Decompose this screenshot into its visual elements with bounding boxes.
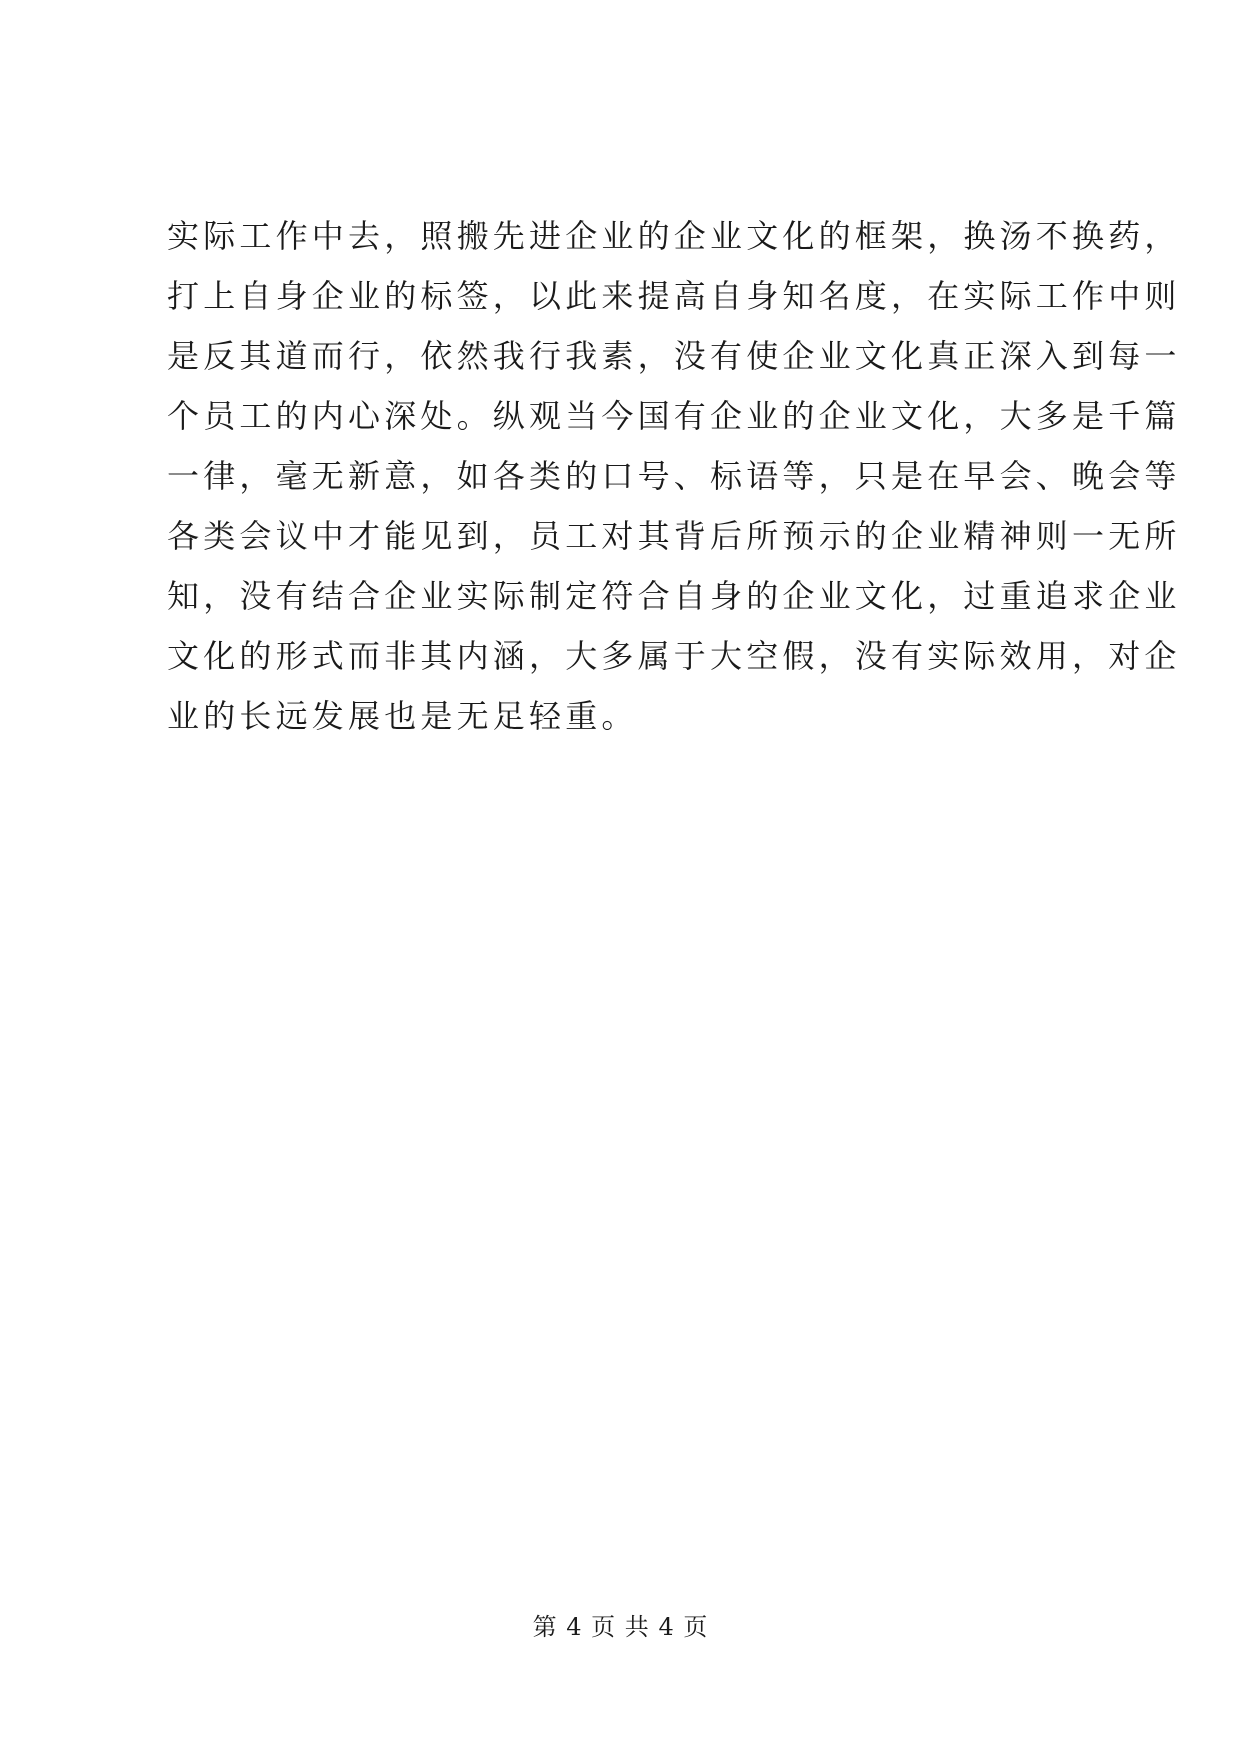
text-line: 一律，毫无新意，如各类的口号、标语等，只是在早会、晚会等 — [167, 457, 1181, 495]
text-line: 个员工的内心深处。纵观当今国有企业的企业文化，大多是千篇 — [167, 397, 1181, 435]
text-line: 业的长远发展也是无足轻重。 — [167, 697, 638, 735]
body-paragraph — [167, 206, 1181, 746]
page-footer — [0, 1612, 1241, 1642]
page-number-label: 第 4 页 共 4 页 — [532, 1613, 709, 1641]
text-line: 打上自身企业的标签，以此来提高自身知名度，在实际工作中则 — [167, 277, 1181, 315]
text-line: 实际工作中去，照搬先进企业的企业文化的框架，换汤不换药， — [167, 217, 1181, 255]
text-line: 是反其道而行，依然我行我素，没有使企业文化真正深入到每一 — [167, 337, 1181, 375]
text-line: 各类会议中才能见到，员工对其背后所预示的企业精神则一无所 — [167, 517, 1181, 555]
text-line: 知，没有结合企业实际制定符合自身的企业文化，过重追求企业 — [167, 577, 1181, 615]
text-line: 文化的形式而非其内涵，大多属于大空假，没有实际效用，对企 — [167, 637, 1181, 675]
